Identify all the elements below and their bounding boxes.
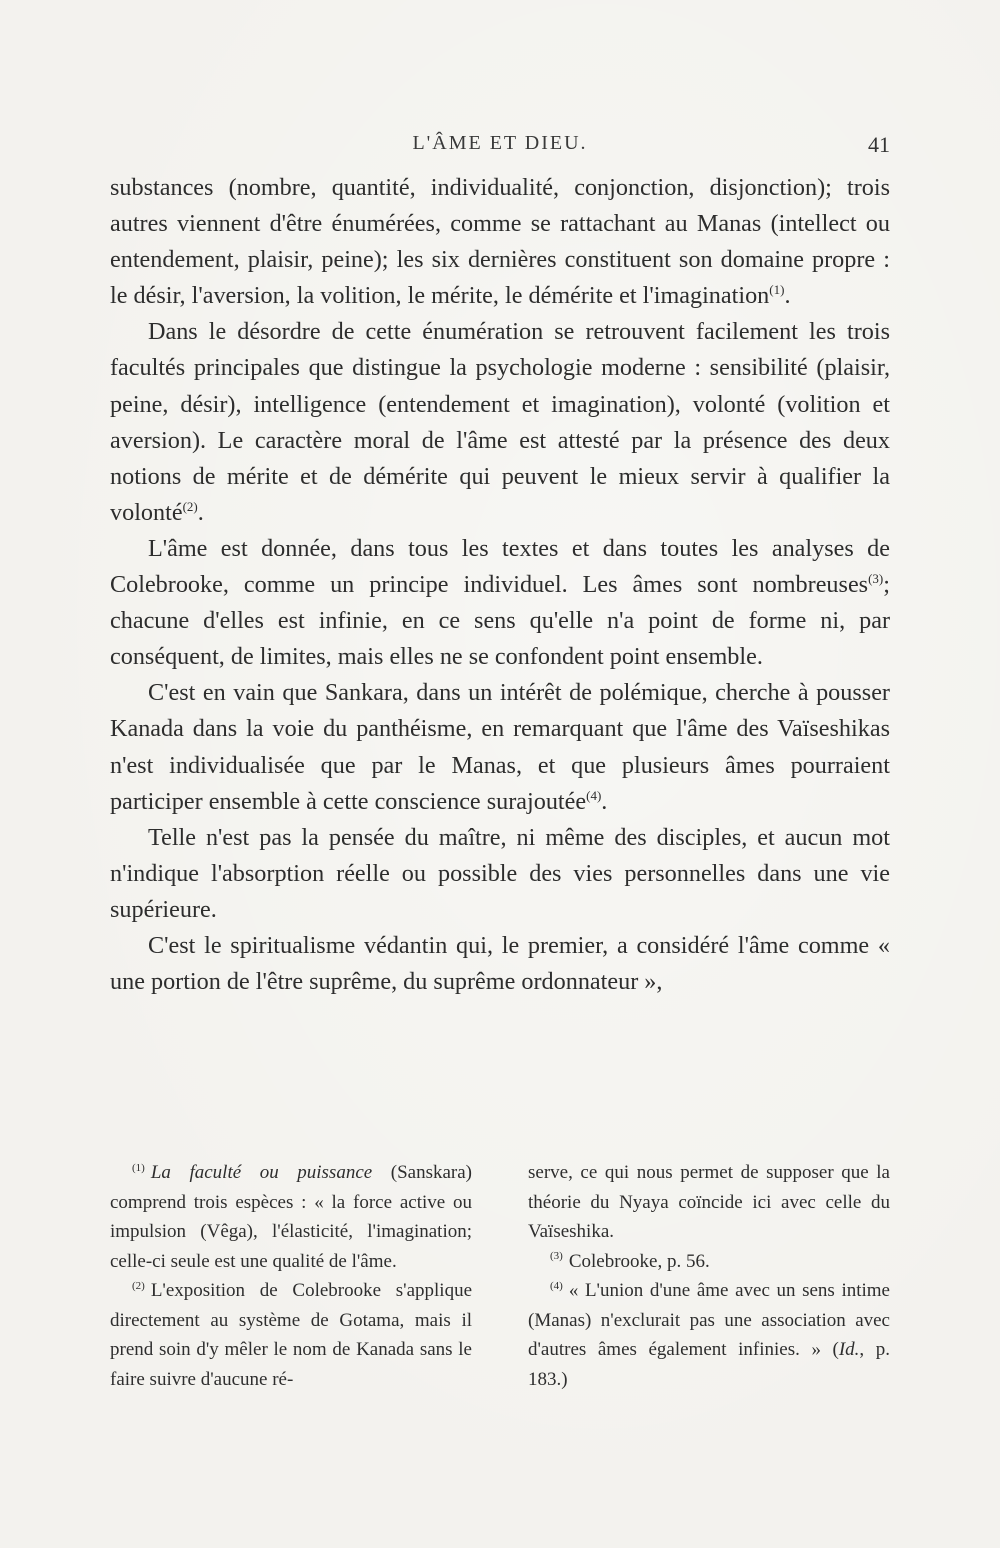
paragraph-text: C'est le spiritualisme védantin qui, le premier, a considéré l'âme comme « une portion de l'être suprême, du suprême ordonnateur », xyxy=(110,931,890,996)
footnote-text: Colebrooke, p. 56. xyxy=(568,1250,710,1272)
note-ref-1: (1) xyxy=(769,282,785,298)
footnote-italic: La faculté ou puissance xyxy=(150,1162,373,1183)
running-head xyxy=(110,128,890,164)
footnote-column-right xyxy=(528,1158,890,1394)
footnote-number: (3) xyxy=(550,1250,563,1263)
note-ref-3: (3) xyxy=(868,570,884,586)
paragraph-tail: ; chacune d'elles est infinie, en ce sens qu'elle n'a point de forme ni, par conséquent, de limites, mais elles ne se confondent point ensemble. xyxy=(110,571,890,671)
footnote-tail: , p. 183.) xyxy=(528,1339,890,1390)
footnote-2-continuation: serve, ce qui nous permet de supposer que la théorie du Nyaya coïncide ici avec celle du Vaïseshika. xyxy=(528,1162,890,1242)
paragraph-text: L'âme est donnée, dans tous les textes et dans toutes les analyses de Colebrooke, comme un principe individuel. Les âmes sont nombreuses xyxy=(110,534,890,599)
footnote-column-left xyxy=(110,1158,472,1394)
paragraph-4 xyxy=(110,675,890,819)
paragraph-tail: . xyxy=(197,498,204,526)
page-number: 41 xyxy=(868,132,890,157)
paragraph-2 xyxy=(110,314,890,531)
footnote-italic: Id. xyxy=(838,1339,860,1360)
footnote-number: (2) xyxy=(132,1279,145,1292)
paragraph-text: Dans le désordre de cette énumération se retrouvent facilement les trois facultés principales que distingue la psychologie moderne : sensibilité (plaisir, peine, désir), intelligence (entendement et imagination), volonté (volition et aversion). Le caractère moral de l'âme est attesté par la présence des deux notions de mérite et de démérite qui peuvent le mieux servir à qualifier la volonté xyxy=(110,318,890,526)
paragraph-5 xyxy=(110,820,890,928)
paragraph-1 xyxy=(110,170,890,314)
paragraph-text: C'est en vain que Sankara, dans un intérêt de polémique, cherche à pousser Kanada dans la voie du panthéisme, en remarquant que l'âme des Vaïseshikas n'est individualisée que par le Manas, et que plusieurs âmes pourraient participer ensemble à cette conscience surajoutée xyxy=(110,679,890,815)
footnote-text: L'exposition de Colebrooke s'applique directement au système de Gotama, mais il prend soin d'y mêler le nom de Kanada sans le faire suivre d'aucune ré- xyxy=(110,1280,472,1390)
footnote-4 xyxy=(528,1276,890,1394)
footnote-number: (1) xyxy=(132,1161,145,1174)
paragraph-text: substances (nombre, quantité, individualité, conjonction, disjonction); trois autres viennent d'être énumérées, comme se rattachant au Manas (intellect ou entendement, plaisir, peine); les six dernières constituent son domaine propre : le désir, l'aversion, la volition, le mérite, le démérite et l'imagination xyxy=(110,174,890,310)
footnote-2 xyxy=(110,1276,472,1394)
paragraph-tail: . xyxy=(601,787,608,815)
paragraph-3 xyxy=(110,531,890,675)
footnote-text: (Sanskara) comprend trois espèces : « la force active ou impulsion (Vêga), l'élasticité, l'imagination; celle-ci seule est une qualité de l'âme. xyxy=(110,1162,472,1272)
paragraph-6 xyxy=(110,928,890,1000)
footnotes xyxy=(110,1158,890,1394)
note-ref-4: (4) xyxy=(586,787,602,803)
footnote-3 xyxy=(528,1247,890,1277)
paragraph-tail: . xyxy=(784,282,791,310)
paragraph-text: Telle n'est pas la pensée du maître, ni même des disciples, et aucun mot n'indique l'absorption réelle ou possible des vies personnelles dans une vie supérieure. xyxy=(110,823,890,923)
footnote-1 xyxy=(110,1158,472,1276)
footnote-text: « L'union d'une âme avec un sens intime (Manas) n'exclurait pas une association avec d'autres âmes également infinies. » ( xyxy=(528,1280,890,1360)
running-title: L'ÂME ET DIEU. xyxy=(412,132,588,154)
footnote-number: (4) xyxy=(550,1279,563,1292)
note-ref-2: (2) xyxy=(182,498,198,514)
main-text xyxy=(110,170,890,1000)
